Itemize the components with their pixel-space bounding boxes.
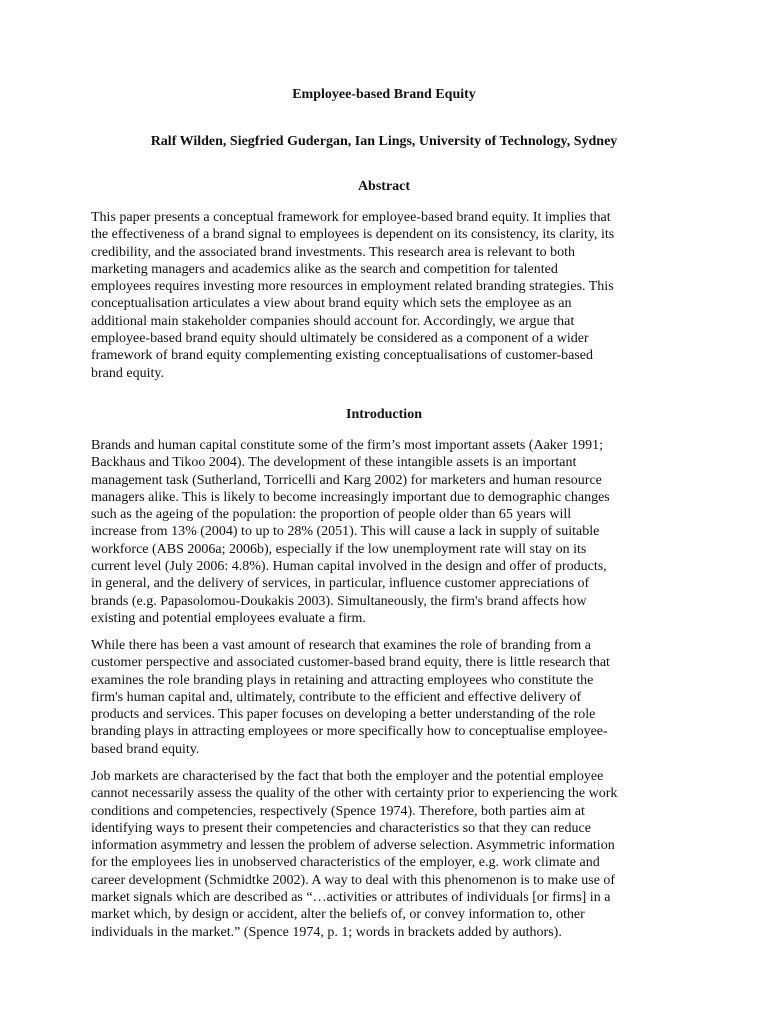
text-line: management task (Sutherland, Torricelli and Karg 2002) for marketers and human resource: [91, 472, 602, 488]
paper-title: Employee-based Brand Equity: [292, 87, 476, 102]
text-line: Brands and human capital constitute some of the firm’s most important assets (Aaker 1991;: [91, 438, 604, 453]
text-line: conceptualisation articulates a view about brand equity which sets the employee as an: [91, 296, 572, 312]
text-line: workforce (ABS 2006a; 2006b), especially if the low unemployment rate will stay on its: [91, 541, 587, 557]
text-line: credibility, and the associated brand investments. This research area is relevant to both: [91, 244, 576, 260]
intro-paragraph-1: [91, 437, 651, 627]
text-line: framework of brand equity complementing existing conceptualisations of customer-based: [91, 348, 594, 364]
text-line: increase from 13% (2004) to up to 28% (2051). This will cause a lack in supply of suitable: [91, 524, 600, 540]
author-line: Ralf Wilden, Siegfried Gudergan, Ian Lings, University of Technology, Sydney: [150, 134, 618, 149]
text-line: additional main stakeholder companies should account for. Accordingly, we argue that: [91, 313, 575, 329]
text-line: firm's human capital and, ultimately, contribute to the efficient and effective delivery of: [91, 689, 582, 705]
text-line: branding plays in attracting employees or more specifically how to conceptualise employee-: [91, 724, 608, 740]
abstract-heading: Abstract: [357, 179, 411, 194]
abstract-paragraph: [91, 209, 651, 382]
text-line: customer perspective and associated customer-based brand equity, there is little research that: [91, 655, 610, 671]
text-line: individuals in the market.” (Spence 1974, p. 1; words in brackets added by authors).: [91, 924, 562, 940]
text-line: for the employees lies in unobserved characteristics of the employer, e.g. work climate and: [91, 855, 600, 871]
text-line: identifying ways to present their competencies and characteristics so that they can reduce: [91, 820, 591, 836]
text-line: brands (e.g. Papasolomou-Doukakis 2003). Simultaneously, the firm's brand affects how: [91, 593, 587, 609]
text-line: such as the ageing of the population: the proportion of people older than 65 years will: [91, 507, 572, 523]
introduction-heading: Introduction: [346, 407, 422, 422]
text-line: brand equity.: [91, 365, 164, 381]
text-line: market which, by design or accident, alter the beliefs of, or convey information to, other: [91, 907, 585, 923]
text-line: While there has been a vast amount of research that examines the role of branding from a: [91, 638, 591, 653]
intro-paragraph-3: [91, 768, 651, 941]
text-line: based brand equity.: [91, 741, 200, 757]
text-line: employees requires investing more resources in employment related branding strategies. This: [91, 279, 614, 295]
text-line: information asymmetry and lessen the problem of adverse selection. Asymmetric information: [91, 838, 615, 854]
text-line: managers alike. This is likely to become increasingly important due to demographic changes: [91, 489, 610, 505]
text-line: cannot necessarily assess the quality of the other with certainty prior to experiencing the work: [91, 786, 618, 802]
text-line: in general, and the delivery of services, in particular, influence customer appreciations of: [91, 576, 590, 592]
text-line: examines the role branding plays in retaining and attracting employees who constitute the: [91, 672, 594, 688]
text-line: market signals which are described as “…activities or attributes of individuals [or firms] in a: [91, 890, 611, 906]
text-line: conditions and competencies, respectively (Spence 1974). Therefore, both parties aim at: [91, 803, 585, 819]
intro-paragraph-2: [91, 637, 651, 758]
text-line: career development (Schmidtke 2002). A way to deal with this phenomenon is to make use of: [91, 872, 616, 888]
text-line: This paper presents a conceptual framework for employee-based brand equity. It implies that: [91, 210, 611, 225]
text-line: Backhaus and Tikoo 2004). The development of these intangible assets is an important: [91, 455, 577, 471]
text-line: the effectiveness of a brand signal to employees is dependent on its consistency, its clarity, its: [91, 227, 615, 243]
text-line: products and services. This paper focuses on developing a better understanding of the role: [91, 707, 596, 723]
text-line: marketing managers and academics alike as the search and competition for talented: [91, 261, 558, 277]
text-line: current level (July 2006: 4.8%). Human capital involved in the design and offer of products,: [91, 559, 607, 575]
text-line: employee-based brand equity should ultimately be considered as a component of a wider: [91, 331, 589, 347]
text-line: existing and potential employees evaluate a firm.: [91, 610, 366, 626]
text-line: Job markets are characterised by the fact that both the employer and the potential employee: [91, 769, 604, 784]
